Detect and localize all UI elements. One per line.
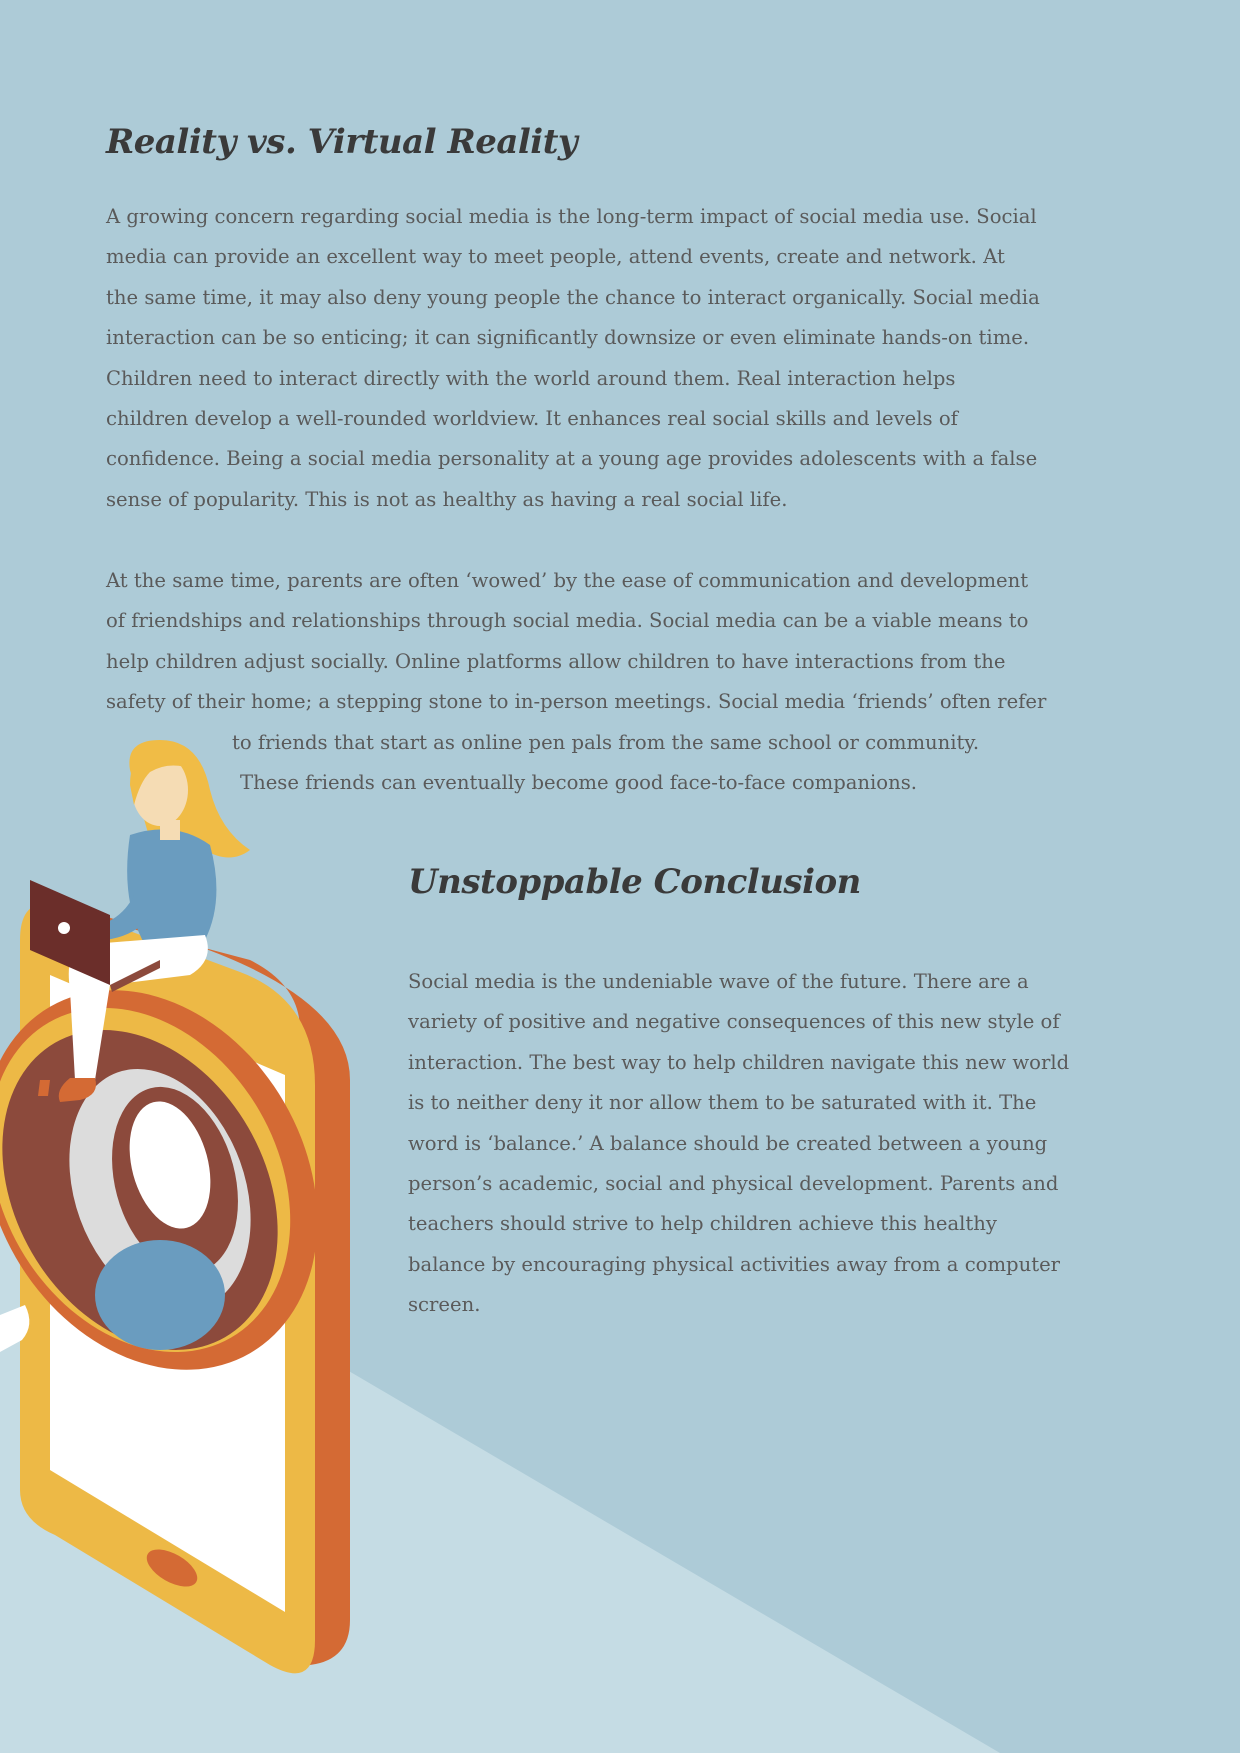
text-line: These friends can eventually become good face-to-face companions. [240, 771, 917, 795]
text-line: is to neither deny it nor allow them to be saturated with it. The [408, 1091, 1037, 1115]
section-heading-reality: Reality vs. Virtual Reality [106, 122, 578, 162]
text-line: sense of popularity. This is not as healthy as having a real social life. [106, 487, 788, 511]
text-line: Children need to interact directly with the world around them. Real interaction helps [106, 366, 956, 390]
text-line: of friendships and relationships through social media. Social media can be a viable means to [106, 609, 1029, 633]
text-line: safety of their home; a stepping stone to in-person meetings. Social media ‘friends’ often refer [106, 690, 1047, 714]
text-line: to friends that start as online pen pals from the same school or community. [232, 730, 980, 754]
text-line: help children adjust socially. Online platforms allow children to have interactions from the [106, 649, 1006, 673]
text-line: children develop a well-rounded worldview. It enhances real social skills and levels of [106, 407, 958, 431]
text-line: balance by encouraging physical activities away from a computer [408, 1252, 1061, 1276]
paragraph-reality-1 [106, 197, 1040, 520]
text-line: the same time, it may also deny young people the chance to interact organically. Social media [106, 285, 1040, 309]
text-line: A growing concern regarding social media is the long-term impact of social media use. Social [106, 205, 1037, 228]
paragraph-reality-2 [106, 561, 1046, 803]
text-line: Social media is the undeniable wave of the future. There are a [408, 970, 1029, 993]
text-line: interaction can be so enticing; it can significantly downsize or even eliminate hands-on time. [106, 326, 1030, 350]
text-line: media can provide an excellent way to meet people, attend events, create and network. At [106, 245, 1005, 269]
text-line: variety of positive and negative consequences of this new style of [408, 1010, 1060, 1034]
text-line: word is ‘balance.’ A balance should be created between a young [408, 1131, 1048, 1155]
section-heading-conclusion: Unstoppable Conclusion [408, 862, 861, 902]
text-line: confidence. Being a social media personality at a young age provides adolescents with a false [106, 447, 1038, 471]
text-line: teachers should strive to help children achieve this healthy [408, 1212, 997, 1236]
text-line: At the same time, parents are often ‘wowed’ by the ease of communication and development [106, 569, 1029, 592]
paragraph-conclusion [408, 962, 1069, 1326]
text-line: screen. [408, 1293, 481, 1317]
text-line: interaction. The best way to help children navigate this new world [408, 1050, 1070, 1074]
text-line: person’s academic, social and physical development. Parents and [408, 1172, 1059, 1196]
